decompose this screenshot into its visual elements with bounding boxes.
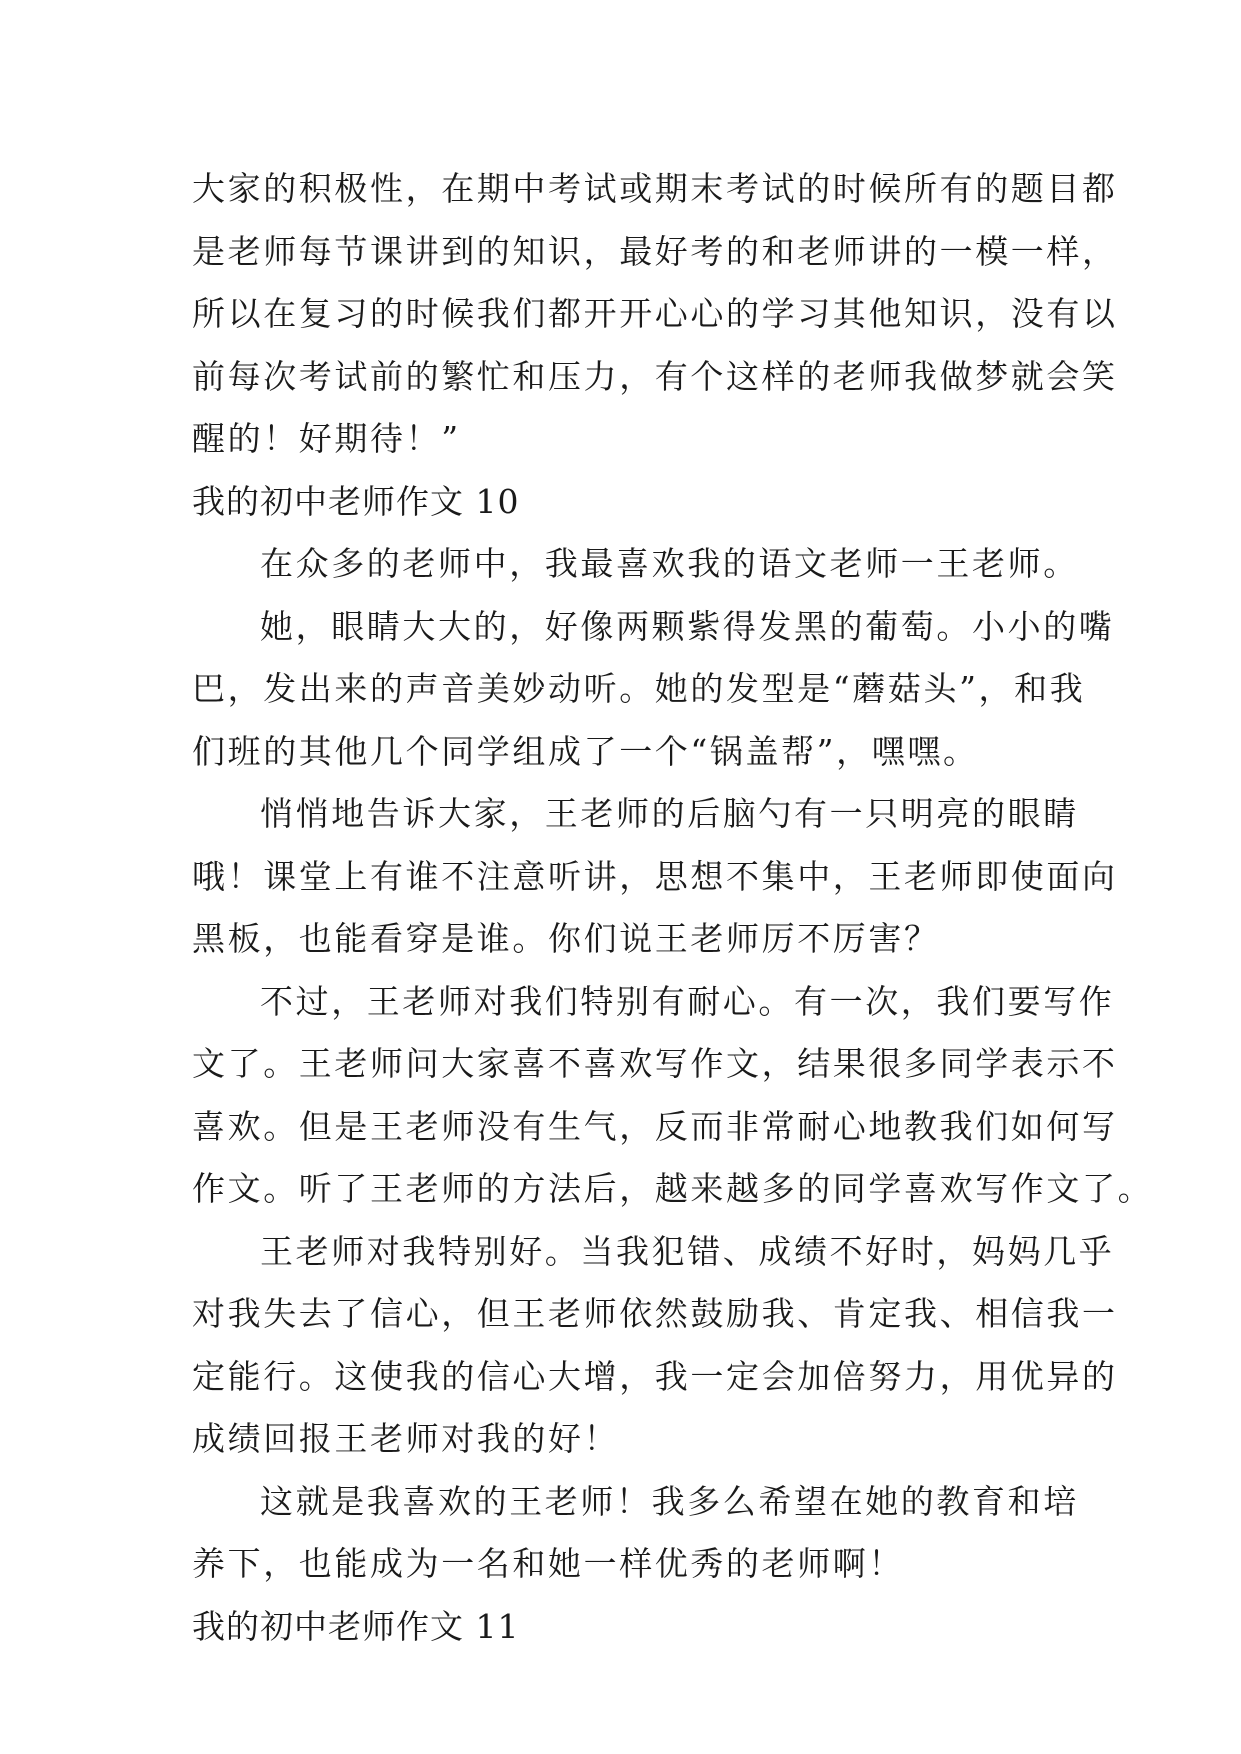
- document-body: [192, 158, 1154, 1658]
- text-line: 大家的积极性，在期中考试或期末考试的时候所有的题目都: [192, 169, 1118, 208]
- paragraph-2: [192, 596, 1115, 784]
- text-line: 王老师对我特别好。当我犯错、成绩不好时，妈妈几乎: [260, 1231, 1115, 1271]
- text-line: 前每次考试前的繁忙和压力，有个这样的老师我做梦就会笑: [192, 356, 1118, 396]
- text-line: 不过，王老师对我们特别有耐心。有一次，我们要写作: [260, 981, 1115, 1021]
- text-line: 这就是我喜欢的王老师！我多么希望在她的教育和培: [260, 1481, 1079, 1521]
- text-line: 定能行。这使我的信心大增，我一定会加倍努力，用优异的: [192, 1356, 1118, 1396]
- text-line: 们班的其他几个同学组成了一个“锅盖帮”，嘿嘿。: [192, 731, 979, 771]
- text-line: 对我失去了信心，但王老师依然鼓励我、肯定我、相信我一: [192, 1294, 1118, 1333]
- text-line: 作文。听了王老师的方法后，越来越多的同学喜欢写作文了。: [192, 1169, 1154, 1208]
- text-line: 她，眼睛大大的，好像两颗紫得发黑的葡萄。小小的嘴: [260, 606, 1115, 646]
- text-line: 黑板，也能看穿是谁。你们说王老师厉不厉害？: [192, 919, 940, 958]
- text-line: 养下，也能成为一名和她一样优秀的老师啊！: [192, 1544, 904, 1583]
- paragraph-5: [192, 1221, 1118, 1471]
- text-line: 成绩回报王老师对我的好！: [192, 1419, 620, 1458]
- text-line: 是老师每节课讲到的知识，最好考的和老师讲的一模一样，: [192, 231, 1118, 271]
- paragraph-previous: [192, 158, 1118, 471]
- paragraph-6: [192, 1471, 1079, 1596]
- essay-heading-10: 我的初中老师作文 10: [192, 481, 520, 521]
- essay-heading-11: 我的初中老师作文 11: [192, 1606, 520, 1646]
- paragraph-4: [192, 971, 1154, 1221]
- text-line: 悄悄地告诉大家，王老师的后脑勺有一只明亮的眼睛: [260, 794, 1079, 833]
- text-line: 所以在复习的时候我们都开开心心的学习其他知识，没有以: [192, 294, 1118, 333]
- text-line: 文了。王老师问大家喜不喜欢写作文，结果很多同学表示不: [192, 1044, 1118, 1083]
- paragraph-1: [192, 533, 1079, 596]
- text-line: 在众多的老师中，我最喜欢我的语文老师一王老师。: [260, 544, 1079, 583]
- text-line: 巴，发出来的声音美妙动听。她的发型是“蘑菇头”，和我: [192, 669, 1086, 708]
- text-line: 哦！课堂上有谁不注意听讲，思想不集中，王老师即使面向: [192, 856, 1118, 896]
- paragraph-3: [192, 783, 1118, 971]
- text-line: 喜欢。但是王老师没有生气，反而非常耐心地教我们如何写: [192, 1106, 1118, 1146]
- text-line: 醒的！好期待！”: [192, 419, 461, 458]
